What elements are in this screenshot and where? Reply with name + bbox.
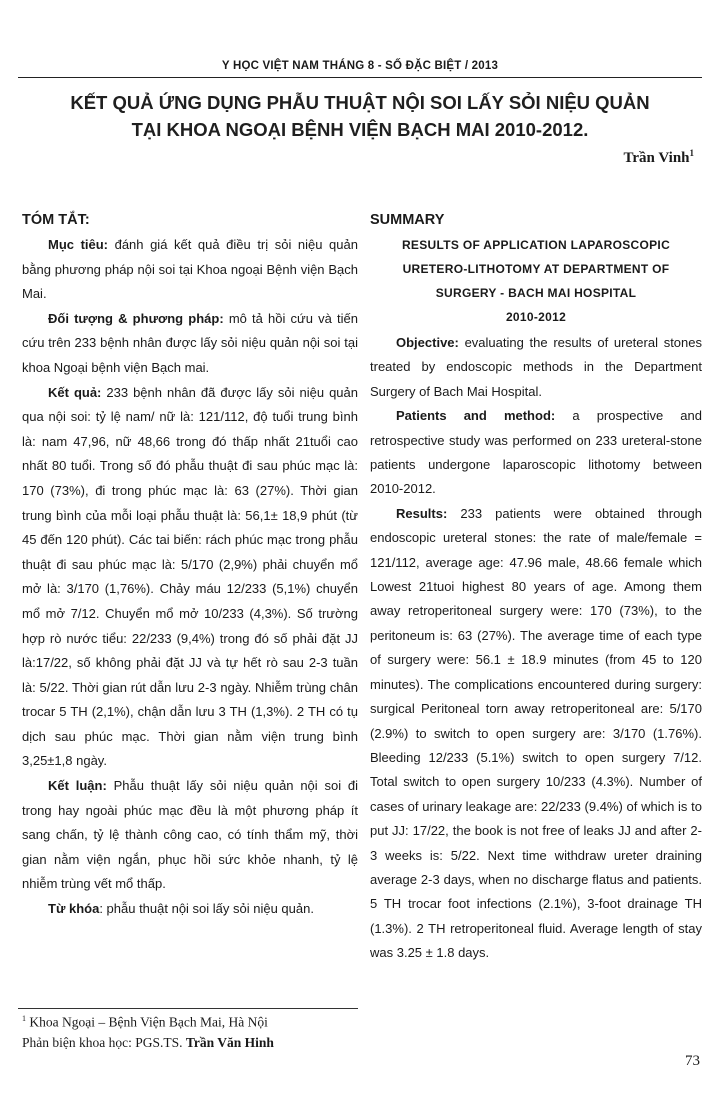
- objective-text-en: evaluating the results of ureteral stones treated by endoscopic methods in the Department Surgery of Bach Mai Hospital.: [370, 335, 702, 399]
- keywords-text-vi: : phẫu thuật nội soi lấy sỏi niệu quản.: [99, 901, 314, 917]
- english-summary-column: [370, 212, 702, 966]
- objective-label-en: Objective:: [396, 335, 459, 350]
- conclusion-paragraph-vi: [22, 774, 358, 897]
- summary-heading: SUMMARY: [370, 212, 445, 228]
- article-title-line-2: TẠI KHOA NGOẠI BỆNH VIỆN BẠCH MAI 2010-2012.: [131, 119, 589, 140]
- footnote-affiliation-text: Khoa Ngoại – Bệnh Viện Bạch Mai, Hà Nội: [26, 1014, 268, 1030]
- conclusion-text-vi: Phẫu thuật lấy sỏi niệu quản nội soi đi trong hay ngoài phúc mạc đều là một phương pháp ít sang chấn, tỷ lệ thành công cao, có tính thẩm mỹ, thời gian nằm viện ngắn, phục hồi sức khỏe nhanh, tỷ lệ nhiễm trùng vết mổ thấp.: [22, 778, 358, 892]
- results-paragraph-vi: [22, 381, 358, 775]
- abstract-heading-vi: TÓM TẮT:: [22, 212, 90, 228]
- conclusion-label-vi: Kết luận:: [48, 778, 107, 794]
- results-label-vi: Kết quả:: [48, 384, 102, 400]
- summary-title-line-4: 2010-2012: [505, 310, 567, 324]
- method-text-vi: mô tả hồi cứu và tiến cứu trên 233 bệnh nhân được lấy sỏi niệu quản nội soi tại khoa Ngoại bệnh viện Bạch mai.: [22, 310, 358, 375]
- summary-title-line-3: SURGERY - BACH MAI HOSPITAL: [435, 286, 637, 300]
- reviewer-name: Trần Văn Hinh: [185, 1035, 274, 1050]
- method-label-en: Patients and method:: [396, 408, 556, 424]
- results-paragraph-en: [370, 502, 702, 966]
- objective-text-vi: đánh giá kết quả điều trị sỏi niệu quản bằng phương pháp nội soi tại Khoa ngoại Bệnh viện Bạch Mai.: [22, 237, 358, 302]
- reviewer-prefix: Phản biện khoa học: PGS.TS.: [22, 1035, 186, 1050]
- results-text-en: 233 patients were obtained through endoscopic ureteral stones: the rate of male/female = 121/112, average age: 47.96 male, 48.66 female which Lowest 21tuoi highest 80 years of age. Among them away retroperitoneal surgery were: 170 (73%), to the peritoneum is: 63 (27%). The average time of each type of surgery were: 56.1 ± 18.9 minutes (from 45 to 120 minutes). The complications encountered during surgery: surgical Peritoneal torn away retroperitoneal are: 5/170 (2.9%) to switch to open surgery are: 3/170 (1.76%). Bleeding 12/233 (5.1%) switch to open surgery 7/12. Total switch to open surgery 10/233 (4.3%). Number of cases of urinary leakage are: 22/233 (9.4%) of which is to put JJ: 17/22, the book is not free of leaks JJ and after 2-3 weeks is: 5/22. Next time withdraw ureter draining average 2-3 days, when no discharge flatus and patients. 5 TH trocar foot infections (2.1%), 3-foot drainage TH (1.3%). 2 TH retroperitoneal fluid. Average length of stay was 3.25 ± 1.8 days.: [370, 505, 702, 961]
- objective-label-vi: Mục tiêu:: [48, 237, 109, 252]
- objective-paragraph-en: [370, 331, 702, 404]
- method-text-en: a prospective and retrospective study was performed on 233 ureteral-stone patients undergone laparoscopic lithotomy between 2010-2012.: [370, 408, 702, 497]
- method-paragraph-en: [370, 404, 702, 502]
- article-title: [20, 89, 700, 143]
- results-label-en: Results:: [396, 505, 448, 521]
- keywords-paragraph-vi: [22, 897, 358, 922]
- summary-title-line-2: URETERO-LITHOTOMY AT DEPARTMENT OF: [402, 262, 670, 276]
- keywords-label-vi: Từ khóa: [48, 901, 100, 917]
- article-title-line-1: KẾT QUẢ ỨNG DỤNG PHẪU THUẬT NỘI SOI LẤY SỎI NIỆU QUẢN: [70, 92, 650, 113]
- method-label-vi: Đối tượng & phương pháp:: [48, 310, 224, 326]
- footnote-affiliation: [22, 1014, 268, 1031]
- author-name: [624, 148, 695, 167]
- footnote-reviewer: [22, 1035, 274, 1051]
- author-affiliation-mark: 1: [689, 148, 694, 158]
- method-paragraph-vi: [22, 307, 358, 381]
- journal-header: Y HỌC VIỆT NAM THÁNG 8 - SỐ ĐẶC BIỆT / 2013: [221, 60, 499, 72]
- page-number: 73: [685, 1053, 700, 1069]
- results-text-vi: 233 bệnh nhân đã được lấy sỏi niệu quản qua nội soi: tỷ lệ nam/ nữ là: 121/112, độ tuổi trung bình là: nam 47,96, nữ 48,66 trong đó thấp nhất 21tuổi cao nhất 80 tuổi. Trong số đó phẫu thuật đi sau phúc mạc là: 170 (73%), đi trong phúc mạc là: 63 (27%). Thời gian trung bình của mỗi loại phẫu thuật là: 56,1± 18,9 phút (từ 45 đến 120 phút). Các tai biến: rách phúc mạc trong phẫu thuật đi sau phúc mạc là: 5/170 (2,9%) phải chuyển mổ mở là: 3/170 (1,76%). Chảy máu 12/233 (5,1%) chuyển mổ mở 7/12. Chuyển mổ mở 10/233 (4,3%). Số trường hợp rò nước tiểu: 22/233 (9,4%) trong đó số phải đặt JJ là:17/22, số không phải đặt JJ và tự hết rò sau 2-3 tuần là: 5/22. Thời gian rút dẫn lưu 2-3 ngày. Nhiễm trùng chân trocar 5 TH (2,1%), chận dẫn lưu 3 TH (1,3%). 2 TH có tụ dịch sau phúc mạc. Thời gian nằm viện trung bình 3,25±1,8 ngày.: [22, 384, 358, 769]
- objective-paragraph-vi: [22, 233, 358, 307]
- summary-title-line-1: RESULTS OF APPLICATION LAPAROSCOPIC: [401, 238, 671, 252]
- footnote-mark: 1: [22, 1014, 26, 1023]
- summary-title: [370, 233, 702, 329]
- vietnamese-abstract-column: [22, 212, 358, 922]
- header-rule: [18, 77, 702, 78]
- author-name-text: Trần Vinh: [623, 150, 690, 166]
- footnote-rule: [18, 1008, 358, 1009]
